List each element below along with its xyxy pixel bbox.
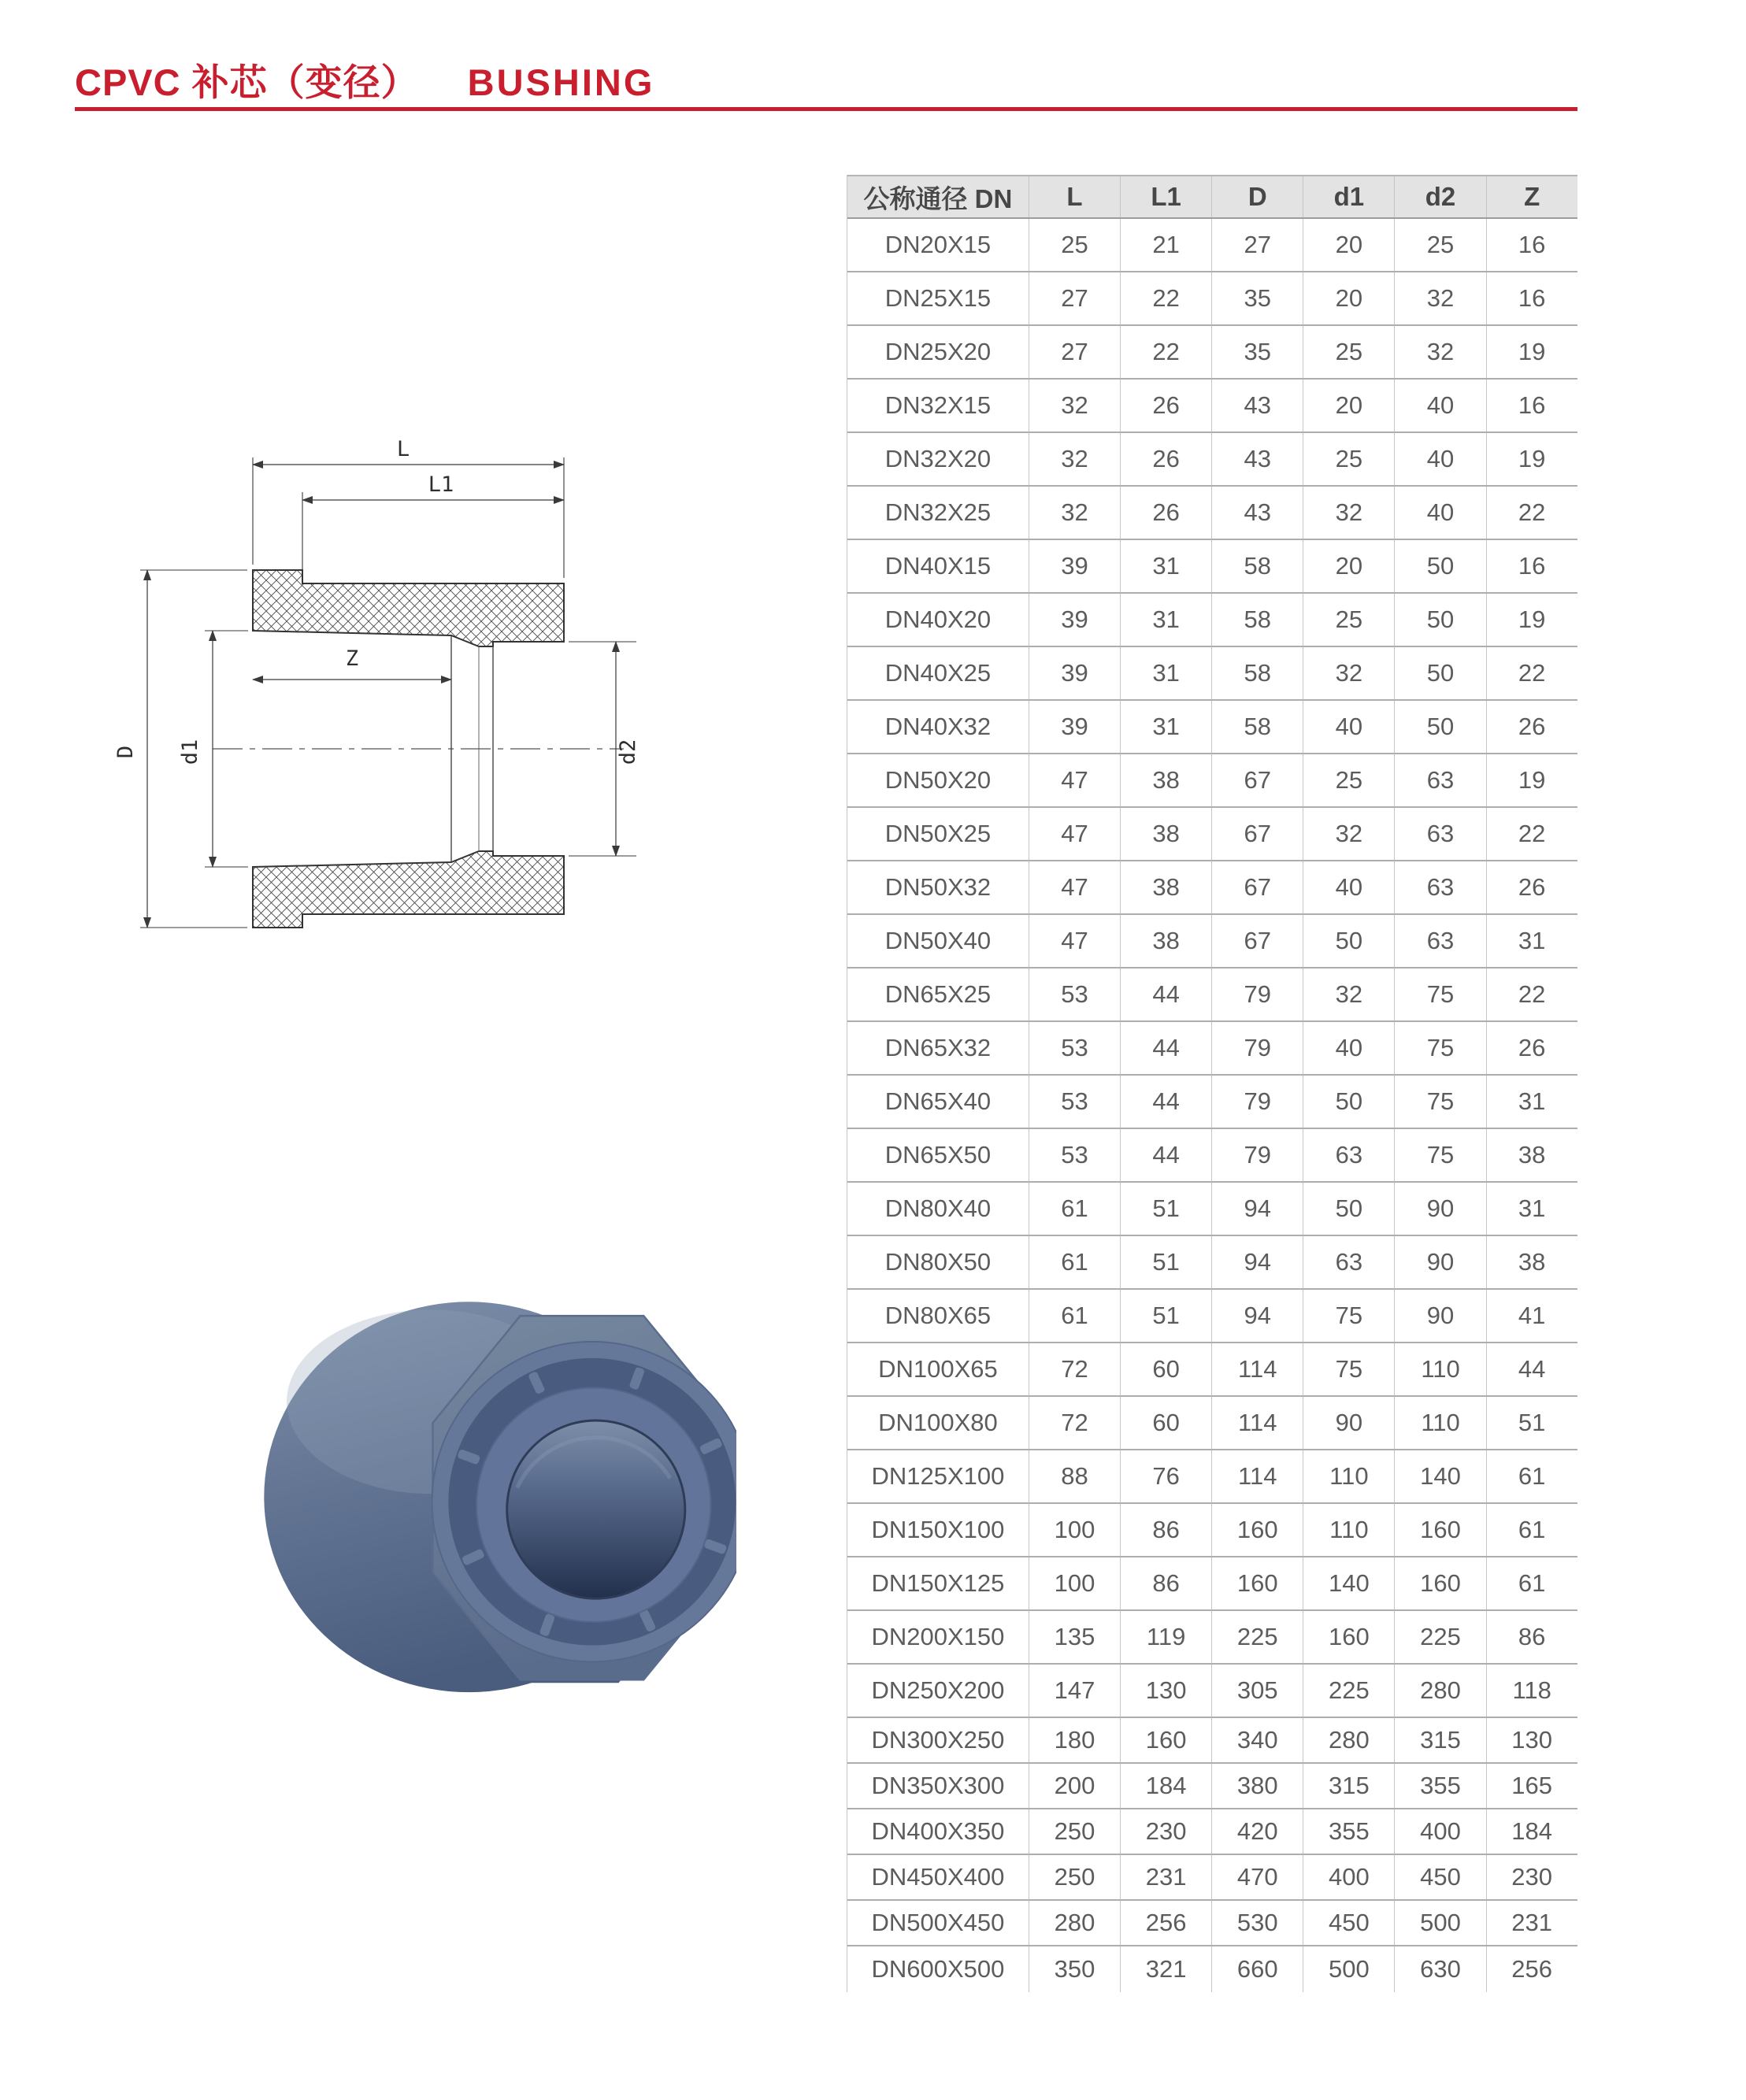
row-label-cell: DN400X350	[871, 1817, 1005, 1845]
value-cell: 22	[1486, 647, 1577, 699]
value-cell: 53	[1029, 1022, 1120, 1074]
value-cell: 160	[1211, 1504, 1303, 1556]
value-cell: 27	[1029, 272, 1120, 324]
table-row	[847, 1665, 1577, 1718]
row-label-cell: DN40X15	[884, 552, 992, 580]
value-cell: 75	[1394, 969, 1485, 1020]
value-cell: 38	[1120, 915, 1211, 967]
value-cell: 19	[1486, 754, 1577, 806]
row-label-cell: DN150X100	[871, 1516, 1005, 1543]
section-top-half	[253, 570, 564, 646]
value-cell: 61	[1486, 1504, 1577, 1556]
table-row	[847, 1183, 1577, 1236]
value-cell: 130	[1120, 1665, 1211, 1717]
row-label-cell: DN100X65	[878, 1355, 998, 1383]
value-cell: 44	[1120, 1076, 1211, 1128]
page-title-zh: CPVC 补芯（变径）	[75, 61, 419, 103]
value-cell: 38	[1486, 1236, 1577, 1288]
value-cell: 147	[1029, 1665, 1120, 1717]
value-cell: 450	[1303, 1901, 1394, 1945]
value-cell: 26	[1120, 433, 1211, 485]
value-cell: 500	[1394, 1901, 1485, 1945]
table-body	[847, 219, 1577, 1992]
header-cell: d2	[1394, 176, 1485, 217]
table-row	[847, 1611, 1577, 1665]
value-cell: 114	[1211, 1450, 1303, 1502]
table-row	[847, 433, 1577, 487]
header-cell: L1	[1120, 176, 1211, 217]
value-cell: 19	[1486, 594, 1577, 646]
table-row	[847, 1343, 1577, 1397]
value-cell: 44	[1486, 1343, 1577, 1395]
value-cell: 32	[1394, 326, 1485, 378]
value-cell: 25	[1303, 594, 1394, 646]
value-cell: 47	[1029, 754, 1120, 806]
table-row	[847, 808, 1577, 861]
value-cell: 135	[1029, 1611, 1120, 1663]
value-cell: 230	[1486, 1855, 1577, 1899]
value-cell: 20	[1303, 380, 1394, 431]
value-cell: 39	[1029, 594, 1120, 646]
page-title-en: BUSHING	[467, 61, 655, 103]
value-cell: 90	[1303, 1397, 1394, 1449]
value-cell: 32	[1029, 380, 1120, 431]
header-cell: L	[1029, 176, 1120, 217]
value-cell: 38	[1120, 808, 1211, 860]
value-cell: 450	[1394, 1855, 1485, 1899]
value-cell: 50	[1394, 540, 1485, 592]
row-label-cell: DN40X25	[884, 659, 992, 687]
value-cell: 90	[1394, 1183, 1485, 1235]
value-cell: 119	[1120, 1611, 1211, 1663]
value-cell: 400	[1303, 1855, 1394, 1899]
table-row	[847, 861, 1577, 915]
row-label-cell: DN65X50	[884, 1141, 992, 1169]
spec-table	[847, 175, 1577, 1992]
value-cell: 79	[1211, 1022, 1303, 1074]
value-cell: 16	[1486, 540, 1577, 592]
value-cell: 63	[1394, 808, 1485, 860]
value-cell: 160	[1303, 1611, 1394, 1663]
table-row	[847, 540, 1577, 594]
value-cell: 40	[1303, 701, 1394, 753]
value-cell: 51	[1486, 1397, 1577, 1449]
value-cell: 230	[1120, 1809, 1211, 1854]
value-cell: 100	[1029, 1557, 1120, 1609]
value-cell: 32	[1303, 647, 1394, 699]
value-cell: 22	[1486, 808, 1577, 860]
value-cell: 380	[1211, 1764, 1303, 1808]
value-cell: 22	[1120, 326, 1211, 378]
row-label-cell: DN100X80	[878, 1409, 998, 1436]
row-label-cell: DN65X32	[884, 1034, 992, 1061]
value-cell: 86	[1120, 1504, 1211, 1556]
table-row	[847, 915, 1577, 969]
value-cell: 79	[1211, 1076, 1303, 1128]
value-cell: 32	[1394, 272, 1485, 324]
value-cell: 27	[1211, 219, 1303, 271]
value-cell: 90	[1394, 1236, 1485, 1288]
table-row	[847, 1290, 1577, 1343]
value-cell: 38	[1120, 861, 1211, 913]
value-cell: 40	[1394, 433, 1485, 485]
l-label: L	[396, 437, 410, 461]
value-cell: 280	[1303, 1718, 1394, 1762]
row-label-cell: DN600X500	[871, 1955, 1005, 1983]
row-label-cell: DN80X65	[884, 1302, 992, 1329]
value-cell: 114	[1211, 1397, 1303, 1449]
table-row	[847, 594, 1577, 647]
value-cell: 35	[1211, 272, 1303, 324]
value-cell: 76	[1120, 1450, 1211, 1502]
value-cell: 25	[1394, 219, 1485, 271]
value-cell: 61	[1029, 1236, 1120, 1288]
value-cell: 53	[1029, 1129, 1120, 1181]
value-cell: 75	[1394, 1022, 1485, 1074]
value-cell: 63	[1303, 1129, 1394, 1181]
value-cell: 39	[1029, 540, 1120, 592]
table-row	[847, 1504, 1577, 1557]
table-row	[847, 1809, 1577, 1855]
table-row	[847, 219, 1577, 272]
value-cell: 110	[1303, 1504, 1394, 1556]
value-cell: 50	[1394, 701, 1485, 753]
value-cell: 53	[1029, 1076, 1120, 1128]
value-cell: 321	[1120, 1946, 1211, 1992]
value-cell: 26	[1486, 1022, 1577, 1074]
bushing-section-drawing	[102, 437, 795, 941]
row-label-cell: DN50X25	[884, 820, 992, 847]
value-cell: 41	[1486, 1290, 1577, 1342]
l1-label: L1	[428, 472, 454, 497]
row-label-cell: DN350X300	[871, 1772, 1005, 1799]
value-cell: 40	[1303, 861, 1394, 913]
table-row	[847, 1236, 1577, 1290]
value-cell: 86	[1486, 1611, 1577, 1663]
value-cell: 72	[1029, 1397, 1120, 1449]
value-cell: 60	[1120, 1343, 1211, 1395]
value-cell: 43	[1211, 433, 1303, 485]
value-cell: 38	[1120, 754, 1211, 806]
table-row	[847, 1718, 1577, 1764]
value-cell: 40	[1394, 380, 1485, 431]
d2-label: d2	[616, 739, 640, 765]
row-label-cell: DN32X25	[884, 498, 992, 526]
value-cell: 21	[1120, 219, 1211, 271]
table-row	[847, 754, 1577, 808]
value-cell: 31	[1120, 647, 1211, 699]
value-cell: 315	[1394, 1718, 1485, 1762]
value-cell: 51	[1120, 1236, 1211, 1288]
z-label: Z	[345, 646, 359, 671]
table-row	[847, 1901, 1577, 1946]
value-cell: 50	[1394, 594, 1485, 646]
value-cell: 660	[1211, 1946, 1303, 1992]
value-cell: 25	[1303, 754, 1394, 806]
value-cell: 72	[1029, 1343, 1120, 1395]
row-label-cell: DN80X50	[884, 1248, 992, 1276]
value-cell: 20	[1303, 219, 1394, 271]
value-cell: 305	[1211, 1665, 1303, 1717]
value-cell: 256	[1120, 1901, 1211, 1945]
value-cell: 470	[1211, 1855, 1303, 1899]
value-cell: 44	[1120, 1022, 1211, 1074]
value-cell: 20	[1303, 540, 1394, 592]
value-cell: 225	[1211, 1611, 1303, 1663]
row-label-cell: DN25X15	[884, 284, 992, 312]
value-cell: 225	[1303, 1665, 1394, 1717]
row-label-cell: DN500X450	[871, 1909, 1005, 1936]
value-cell: 90	[1394, 1290, 1485, 1342]
value-cell: 32	[1303, 969, 1394, 1020]
value-cell: 63	[1394, 754, 1485, 806]
value-cell: 61	[1029, 1183, 1120, 1235]
value-cell: 530	[1211, 1901, 1303, 1945]
value-cell: 27	[1029, 326, 1120, 378]
value-cell: 16	[1486, 219, 1577, 271]
value-cell: 32	[1029, 487, 1120, 539]
value-cell: 32	[1303, 808, 1394, 860]
value-cell: 58	[1211, 540, 1303, 592]
value-cell: 200	[1029, 1764, 1120, 1808]
value-cell: 250	[1029, 1855, 1120, 1899]
row-label-cell: DN50X20	[884, 766, 992, 794]
row-label-cell: DN40X32	[884, 713, 992, 740]
table-row	[847, 326, 1577, 380]
value-cell: 315	[1303, 1764, 1394, 1808]
bushing-photo	[224, 1236, 736, 1705]
value-cell: 500	[1303, 1946, 1394, 1992]
value-cell: 50	[1303, 1183, 1394, 1235]
header-cell: Z	[1486, 176, 1577, 217]
value-cell: 26	[1120, 487, 1211, 539]
value-cell: 31	[1486, 915, 1577, 967]
value-cell: 25	[1029, 219, 1120, 271]
technical-drawing	[102, 437, 795, 941]
value-cell: 20	[1303, 272, 1394, 324]
value-cell: 39	[1029, 647, 1120, 699]
value-cell: 58	[1211, 701, 1303, 753]
value-cell: 225	[1394, 1611, 1485, 1663]
value-cell: 67	[1211, 915, 1303, 967]
d1-label: d1	[178, 739, 202, 765]
value-cell: 51	[1120, 1183, 1211, 1235]
value-cell: 67	[1211, 754, 1303, 806]
value-cell: 58	[1211, 647, 1303, 699]
row-label-cell: DN32X20	[884, 445, 992, 472]
value-cell: 231	[1120, 1855, 1211, 1899]
value-cell: 25	[1303, 433, 1394, 485]
value-cell: 180	[1029, 1718, 1120, 1762]
d-label: D	[113, 745, 138, 759]
value-cell: 110	[1303, 1450, 1394, 1502]
value-cell: 118	[1486, 1665, 1577, 1717]
row-label-cell: DN50X32	[884, 873, 992, 901]
value-cell: 67	[1211, 861, 1303, 913]
value-cell: 94	[1211, 1183, 1303, 1235]
value-cell: 50	[1303, 1076, 1394, 1128]
value-cell: 88	[1029, 1450, 1120, 1502]
value-cell: 110	[1394, 1397, 1485, 1449]
table-row	[847, 1022, 1577, 1076]
table-row	[847, 1129, 1577, 1183]
value-cell: 350	[1029, 1946, 1120, 1992]
value-cell: 61	[1486, 1557, 1577, 1609]
table-row	[847, 701, 1577, 754]
value-cell: 86	[1120, 1557, 1211, 1609]
value-cell: 75	[1303, 1343, 1394, 1395]
value-cell: 16	[1486, 272, 1577, 324]
value-cell: 140	[1394, 1450, 1485, 1502]
value-cell: 63	[1394, 861, 1485, 913]
value-cell: 355	[1394, 1764, 1485, 1808]
value-cell: 51	[1120, 1290, 1211, 1342]
row-label-cell: DN450X400	[871, 1863, 1005, 1891]
row-label-cell: DN125X100	[871, 1462, 1005, 1490]
value-cell: 160	[1394, 1504, 1485, 1556]
value-cell: 31	[1486, 1183, 1577, 1235]
value-cell: 47	[1029, 808, 1120, 860]
value-cell: 44	[1120, 969, 1211, 1020]
value-cell: 26	[1120, 380, 1211, 431]
value-cell: 75	[1394, 1129, 1485, 1181]
value-cell: 400	[1394, 1809, 1485, 1854]
value-cell: 100	[1029, 1504, 1120, 1556]
value-cell: 26	[1486, 861, 1577, 913]
value-cell: 22	[1486, 487, 1577, 539]
value-cell: 75	[1303, 1290, 1394, 1342]
value-cell: 50	[1394, 647, 1485, 699]
value-cell: 160	[1120, 1718, 1211, 1762]
value-cell: 61	[1486, 1450, 1577, 1502]
bore-opening	[507, 1420, 685, 1598]
value-cell: 38	[1486, 1129, 1577, 1181]
row-label-cell: DN20X15	[884, 231, 992, 258]
header-cell: 公称通径 DN	[863, 183, 1013, 213]
value-cell: 165	[1486, 1764, 1577, 1808]
value-cell: 184	[1120, 1764, 1211, 1808]
value-cell: 60	[1120, 1397, 1211, 1449]
value-cell: 67	[1211, 808, 1303, 860]
value-cell: 31	[1120, 540, 1211, 592]
value-cell: 160	[1394, 1557, 1485, 1609]
value-cell: 75	[1394, 1076, 1485, 1128]
row-label-cell: DN40X20	[884, 606, 992, 633]
row-label-cell: DN50X40	[884, 927, 992, 954]
table-row	[847, 969, 1577, 1022]
header-cell: D	[1211, 176, 1303, 217]
value-cell: 94	[1211, 1236, 1303, 1288]
row-label-cell: DN150X125	[871, 1569, 1005, 1597]
value-cell: 47	[1029, 861, 1120, 913]
value-cell: 256	[1486, 1946, 1577, 1992]
table-row	[847, 1764, 1577, 1809]
value-cell: 280	[1394, 1665, 1485, 1717]
row-label-cell: DN80X40	[884, 1194, 992, 1222]
row-label-cell: DN32X15	[884, 391, 992, 419]
value-cell: 32	[1029, 433, 1120, 485]
value-cell: 63	[1303, 1236, 1394, 1288]
value-cell: 114	[1211, 1343, 1303, 1395]
value-cell: 94	[1211, 1290, 1303, 1342]
table-row	[847, 1946, 1577, 1992]
value-cell: 50	[1303, 915, 1394, 967]
value-cell: 43	[1211, 380, 1303, 431]
value-cell: 110	[1394, 1343, 1485, 1395]
value-cell: 340	[1211, 1718, 1303, 1762]
value-cell: 44	[1120, 1129, 1211, 1181]
table-row	[847, 1076, 1577, 1129]
table-row	[847, 1397, 1577, 1450]
value-cell: 25	[1303, 326, 1394, 378]
table-row	[847, 647, 1577, 701]
value-cell: 22	[1120, 272, 1211, 324]
product-photo	[224, 1236, 736, 1705]
value-cell: 31	[1120, 594, 1211, 646]
value-cell: 39	[1029, 701, 1120, 753]
row-label-cell: DN25X20	[884, 338, 992, 365]
title-underline	[75, 107, 1577, 111]
value-cell: 250	[1029, 1809, 1120, 1854]
value-cell: 22	[1486, 969, 1577, 1020]
value-cell: 63	[1394, 915, 1485, 967]
row-label-cell: DN250X200	[871, 1676, 1005, 1704]
value-cell: 26	[1486, 701, 1577, 753]
row-label-cell: DN200X150	[871, 1623, 1005, 1650]
value-cell: 420	[1211, 1809, 1303, 1854]
value-cell: 79	[1211, 1129, 1303, 1181]
value-cell: 79	[1211, 969, 1303, 1020]
value-cell: 355	[1303, 1809, 1394, 1854]
value-cell: 19	[1486, 326, 1577, 378]
value-cell: 280	[1029, 1901, 1120, 1945]
value-cell: 61	[1029, 1290, 1120, 1342]
value-cell: 231	[1486, 1901, 1577, 1945]
value-cell: 31	[1486, 1076, 1577, 1128]
value-cell: 184	[1486, 1809, 1577, 1854]
table-row	[847, 1450, 1577, 1504]
row-label-cell: DN300X250	[871, 1726, 1005, 1754]
value-cell: 35	[1211, 326, 1303, 378]
value-cell: 16	[1486, 380, 1577, 431]
value-cell: 47	[1029, 915, 1120, 967]
value-cell: 140	[1303, 1557, 1394, 1609]
value-cell: 58	[1211, 594, 1303, 646]
value-cell: 53	[1029, 969, 1120, 1020]
value-cell: 130	[1486, 1718, 1577, 1762]
header-cell: d1	[1303, 176, 1394, 217]
table-row	[847, 1855, 1577, 1901]
value-cell: 31	[1120, 701, 1211, 753]
value-cell: 40	[1394, 487, 1485, 539]
value-cell: 160	[1211, 1557, 1303, 1609]
value-cell: 630	[1394, 1946, 1485, 1992]
table-row	[847, 1557, 1577, 1611]
table-row	[847, 487, 1577, 540]
value-cell: 40	[1303, 1022, 1394, 1074]
row-label-cell: DN65X40	[884, 1087, 992, 1115]
value-cell: 43	[1211, 487, 1303, 539]
section-bottom-half	[253, 851, 564, 928]
value-cell: 32	[1303, 487, 1394, 539]
table-row	[847, 272, 1577, 326]
value-cell: 19	[1486, 433, 1577, 485]
table-header-row	[847, 175, 1577, 219]
table-row	[847, 380, 1577, 433]
row-label-cell: DN65X25	[884, 980, 992, 1008]
page-title	[75, 54, 654, 106]
